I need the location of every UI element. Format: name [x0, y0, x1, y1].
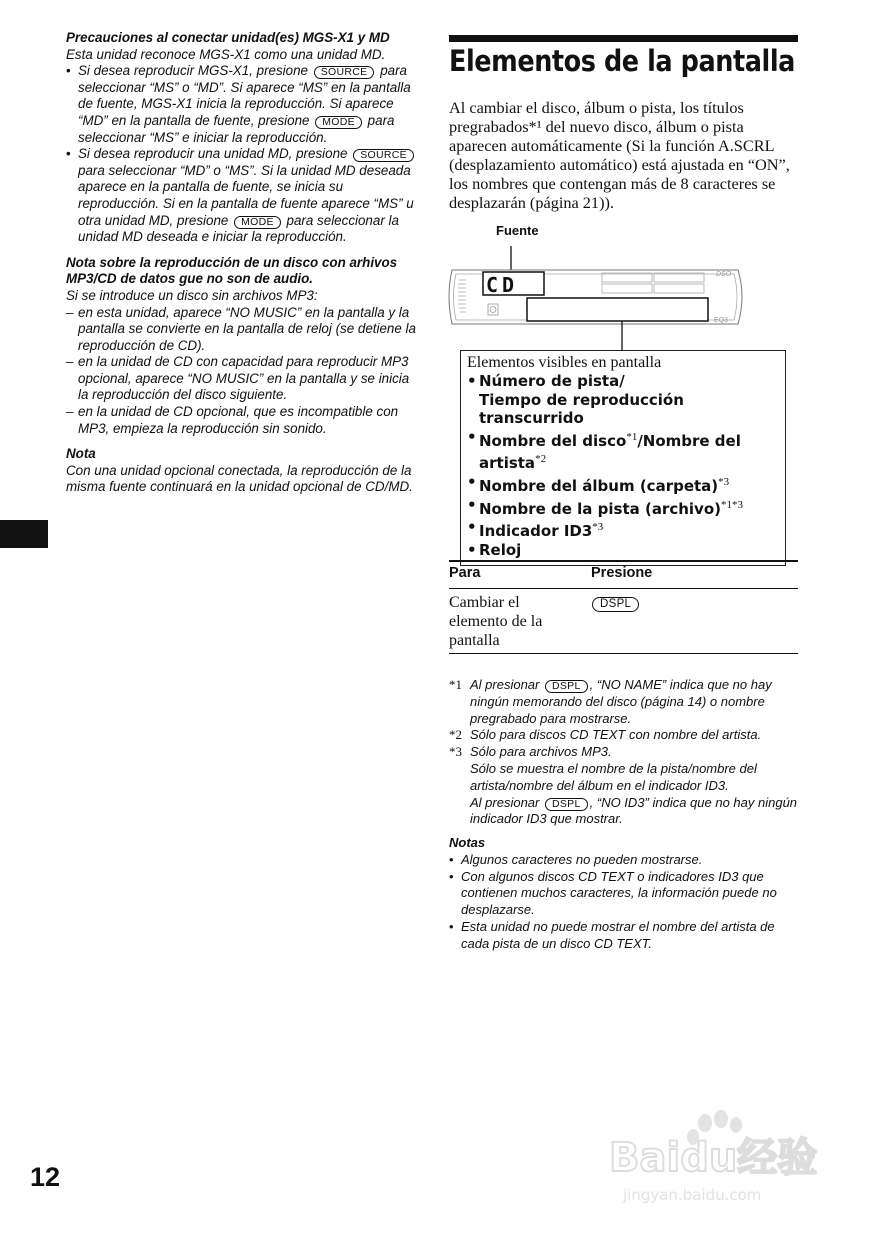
list-item	[467, 541, 779, 560]
footnote-mark: *3	[449, 744, 462, 760]
element-label: Número de pista/	[479, 372, 625, 390]
list-item-text: para seleccionar “MD” o “MS”. Si la unidad MD deseada aparece en la pantalla de fuente, se inicia su reproducción. Si en la pantalla de fuente aparece “MS” u otra unidad MD, presione	[78, 162, 414, 228]
watermark-brand: Baidu经验	[609, 1135, 818, 1181]
section-heading: Nota sobre la reproducción de un disco con arhivos MP3/CD de datos gue no son de audio.	[66, 254, 398, 287]
footnote-mark: *1	[449, 677, 462, 692]
list-item-text: para seleccionar “MS” o “MD”. Si aparece “MS” en la pantalla de fuente, MGS-X1 inicia la reproducción. Si aparece “MD” en la pantalla de fuente, presione	[78, 63, 411, 128]
list-item: – en esta unidad, aparece “NO MUSIC” en la pantalla y la pantalla se convierte en la pantalla de reloj (se detiene la reproducción de CD).	[66, 305, 416, 355]
list-item: – en la unidad de CD con capacidad para reproducir MP3 opcional, aparece “NO MUSIC” en la pantalla y se inicia la reproducción del disco siguiente.	[66, 354, 416, 404]
element-label: Nombre del álbum (carpeta)	[479, 476, 719, 495]
box-title: Elementos visibles en pantalla	[467, 354, 662, 371]
table-header-para: Para	[449, 565, 481, 581]
footnote-ref: *1*3	[721, 498, 743, 511]
list-item: • Algunos caracteres no pueden mostrarse.	[449, 852, 801, 869]
section-heading: Precauciones al conectar unidad(es) MGS-X1 y MD	[66, 30, 390, 45]
footnote-text-line	[470, 795, 801, 829]
mp3-note-section	[66, 255, 416, 438]
text-display-box	[527, 298, 708, 321]
footnote-text: Al presionar	[470, 794, 540, 810]
list-item	[467, 372, 779, 428]
list-item-text: para seleccionar “MS” e iniciar la reproducción.	[78, 112, 395, 145]
footnote-mark: *2	[449, 727, 462, 743]
dspl-key: DSPL	[545, 798, 588, 811]
dspl-key: DSPL	[545, 680, 588, 693]
footnote-text: , “NO NAME” indica que no hay ningún memorando del disco (página 14) o nombre pregrabado para mostrarse.	[470, 677, 772, 726]
notas-section	[449, 835, 801, 953]
element-label: Nombre del disco	[479, 431, 627, 450]
section-heading: Notas	[449, 835, 486, 850]
footnote-text: Al presionar	[470, 677, 540, 692]
list-item	[467, 518, 779, 541]
footnote-ref: *2	[535, 453, 547, 466]
list-item	[467, 428, 779, 473]
element-label: Reloj	[479, 540, 522, 559]
mode-key: MODE	[315, 116, 362, 129]
list-item	[467, 473, 779, 496]
table-header-rule	[449, 588, 798, 589]
list-item-text: para seleccionar la unidad MD deseada e iniciar la reproducción.	[78, 212, 399, 245]
display-diagram	[446, 240, 746, 352]
section-intro: Si se introduce un disco sin archivos MP3:	[66, 287, 318, 303]
dso-badge: DSO	[716, 271, 732, 278]
table-top-rule	[449, 560, 798, 562]
left-column	[66, 30, 416, 505]
footnote-text: Sólo para discos CD TEXT con nombre del artista.	[470, 727, 762, 743]
table-bottom-rule	[449, 653, 798, 654]
list-item	[66, 63, 416, 146]
footnote-ref: *3	[592, 521, 604, 534]
element-label: Indicador ID3	[479, 522, 593, 541]
list-item-text: Si desea reproducir MGS-X1, presione	[78, 63, 308, 79]
footnote	[449, 677, 801, 727]
footnote	[449, 727, 801, 744]
table-cell-key	[592, 594, 639, 612]
table-header-presione: Presione	[591, 565, 653, 581]
footnote-text: Sólo para archivos MP3.	[470, 744, 612, 760]
dspl-key: DSPL	[592, 597, 639, 612]
dash-list	[66, 305, 416, 438]
source-display-text: CD	[486, 273, 519, 297]
list-item: • Con algunos discos CD TEXT o indicadores ID3 que contienen muchos caracteres, la información puede no desplazarse.	[449, 869, 801, 919]
mode-key: MODE	[234, 216, 281, 229]
bullet-list	[66, 63, 416, 246]
element-label: /Nombre del artista	[479, 431, 741, 473]
elements-list	[467, 372, 779, 559]
baidu-watermark	[605, 1105, 830, 1210]
table-cell-action: Cambiar el elemento de la pantalla	[449, 594, 543, 649]
intro-paragraph: Al cambiar el disco, álbum o pista, los títulos pregrabados*¹ del nuevo disco, álbum o pista aparecen automáticamente (Si la función A.SCRL (desplazamiento automático) está ajustada en “ON”, los nombres que contengan más de 8 caracteres se desplazarán (página 21)).	[449, 98, 790, 212]
chapter-tab-marker	[0, 520, 48, 548]
element-label: Tiempo de reproducción transcurrido	[479, 390, 684, 428]
footnote	[449, 744, 801, 828]
eq-indicator: EQ3	[714, 317, 729, 324]
watermark-url: jingyan.baidu.com	[623, 1186, 762, 1204]
fuente-label: Fuente	[496, 223, 539, 238]
section-intro: Esta unidad reconoce MGS-X1 como una unidad MD.	[66, 46, 386, 62]
footnote-text: , “NO ID3” indica que no hay ningún indicador ID3 que mostrar.	[470, 794, 798, 827]
mgs-x1-section	[66, 30, 416, 246]
list-item: • Esta unidad no puede mostrar el nombre del artista de cada pista de un disco CD TEXT.	[449, 919, 801, 953]
source-key: SOURCE	[353, 149, 414, 162]
page-number: 12	[30, 1162, 61, 1192]
list-item	[467, 496, 779, 519]
list-item: – en la unidad de CD opcional, que es incompatible con MP3, empieza la reproducción sin sonido.	[66, 404, 416, 437]
section-heading: Nota	[66, 446, 96, 462]
title-rule	[449, 35, 798, 42]
notas-list	[449, 852, 801, 953]
section-text: Con una unidad opcional conectada, la reproducción de la misma fuente continuará en la unidad opcional de CD/MD.	[66, 462, 413, 495]
element-label: Nombre de la pista (archivo)	[479, 499, 721, 518]
footnote-ref: *1	[626, 430, 638, 443]
nota-section	[66, 446, 416, 496]
list-item-text: Si desea reproducir una unidad MD, presione	[78, 146, 348, 162]
list-item	[66, 146, 416, 246]
visible-elements-box	[460, 350, 786, 566]
footnotes	[449, 677, 801, 828]
footnote-ref: *3	[718, 475, 730, 488]
page-title: Elementos de la pantalla	[449, 44, 795, 78]
footnote-text: Sólo se muestra el nombre de la pista/nombre del artista/nombre del álbum en el indicador ID3.	[470, 760, 757, 793]
source-key: SOURCE	[314, 66, 375, 79]
